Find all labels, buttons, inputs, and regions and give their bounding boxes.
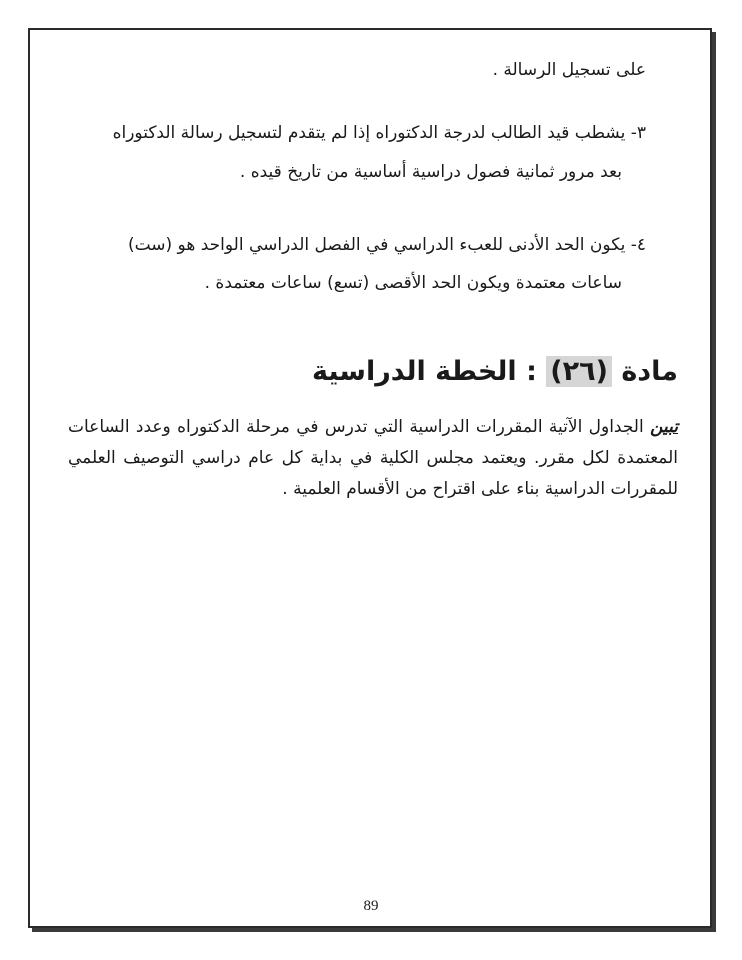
article-heading: [312, 352, 678, 392]
article-paragraph: [68, 412, 678, 505]
paragraph-body: الجداول الآتية المقررات الدراسية التي تدرس في مرحلة الدكتوراه وعدد الساعات المعتمدة لكل مقرر. ويعتمد مجلس الكلية في بداية كل عام دراسي التوصيف العلمي للمقررات الدراسية بناء على اقتراح من الأقسام العلمية .: [68, 417, 678, 499]
article-heading-title: : الخطة الدراسية: [312, 356, 537, 387]
paragraph-lead-word: تبين: [650, 417, 678, 437]
text-line-continuation: على تسجيل الرسالة .: [492, 60, 646, 80]
rule-4-line-1: ٤- يكون الحد الأدنى للعبء الدراسي في الفصل الدراسي الواحد هو (ست): [127, 235, 646, 255]
rule-3-line-2: بعد مرور ثمانية فصول دراسية أساسية من تاريخ قيده .: [239, 162, 622, 182]
rule-4-line-2: ساعات معتمدة ويكون الحد الأقصى (تسع) ساعات معتمدة .: [204, 273, 622, 293]
rule-3-line-1: ٣- يشطب قيد الطالب لدرجة الدكتوراه إذا لم يتقدم لتسجيل رسالة الدكتوراه: [112, 123, 646, 143]
article-heading-prefix: مادة: [621, 356, 678, 387]
page-number: 89: [363, 898, 379, 914]
article-number: (٢٦): [546, 356, 612, 387]
